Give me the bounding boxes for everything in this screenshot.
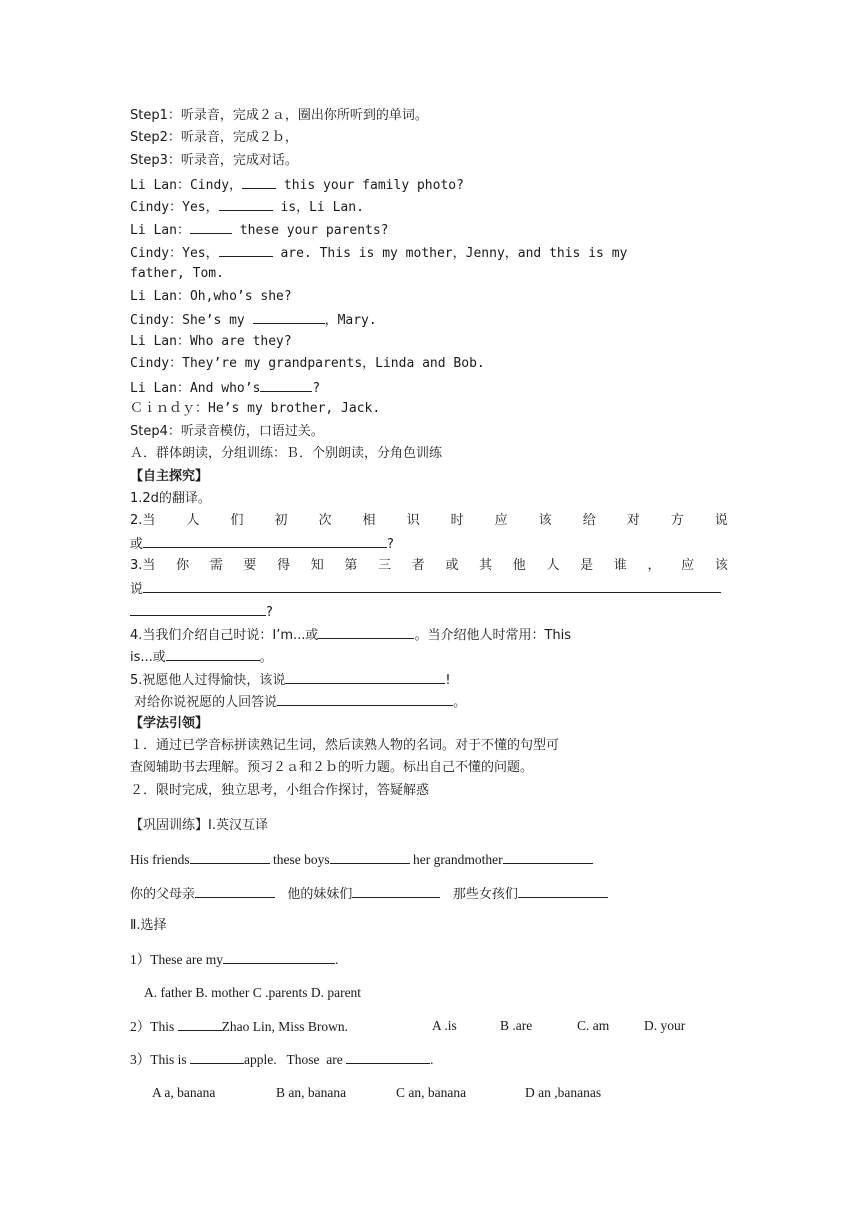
blank[interactable]	[223, 951, 335, 964]
blank[interactable]	[330, 851, 410, 864]
choice-q3-option-c: C an, banana	[396, 1085, 467, 1100]
explore-q4-cont: is...或 。	[130, 650, 273, 665]
choice-q2: 2）This Zhao Lin, Miss Brown.	[130, 1019, 349, 1034]
choice-q3-option-b: B an, banana	[276, 1085, 347, 1100]
step-1: Step1：听录音，完成２ａ，圈出你所听到的单词。	[130, 108, 428, 123]
dialogue-line-5: Li Lan：Oh,who’s she?	[130, 289, 292, 304]
choice-q1-options: A. father B. mother C .parents D. parent	[144, 985, 362, 1000]
practice-heading: 【巩固训练】Ⅰ.英汉互译	[130, 818, 268, 833]
choice-q2-option-d: D. your	[644, 1018, 686, 1033]
choice-q2-option-c: C. am	[577, 1018, 610, 1033]
blank[interactable]	[503, 851, 593, 864]
choice-q1: 1）These are my .	[130, 952, 339, 967]
training-mode: Ａ．群体朗读，分组训练：Ｂ．个别朗读，分角色训练	[130, 446, 443, 461]
dialogue-line-8: Cindy：They’re my grandparents，Linda and Bob.	[130, 356, 485, 371]
blank[interactable]	[219, 198, 273, 211]
explore-q2-answer: 或 ?	[130, 537, 394, 552]
blank[interactable]	[143, 535, 387, 548]
blank[interactable]	[277, 693, 453, 706]
blank[interactable]	[190, 851, 270, 864]
choice-heading: Ⅱ.选择	[130, 918, 167, 933]
step-2: Step2：听录音，完成２ｂ，	[130, 130, 298, 145]
blank[interactable]	[346, 1051, 430, 1064]
step-3: Step3：听录音，完成对话。	[130, 153, 298, 168]
choice-q2-option-a: A .is	[432, 1018, 457, 1033]
blank[interactable]	[130, 603, 266, 616]
blank[interactable]	[190, 1051, 244, 1064]
explore-q1: 1.2d的翻译。	[130, 491, 211, 506]
dialogue-line-3: Li Lan： these your parents?	[130, 223, 389, 238]
blank[interactable]	[143, 580, 721, 593]
translate-row-1: His friends these boys her grandmother	[130, 851, 593, 868]
method-p1: １．通过已学音标拼读熟记生词，然后读熟人物的名词。对于不懂的句型可	[130, 738, 560, 753]
explore-heading: 【自主探究】	[130, 469, 209, 484]
blank[interactable]	[219, 244, 273, 257]
choice-q3-option-a: A a, banana	[152, 1085, 216, 1100]
dialogue-line-4: Cindy：Yes， are. This is my mother，Jenny，and this is my	[130, 246, 628, 261]
blank[interactable]	[352, 885, 440, 898]
method-heading: 【学法引领】	[130, 716, 209, 731]
blank[interactable]	[242, 176, 276, 189]
blank[interactable]	[166, 648, 260, 661]
dialogue-line-6: Cindy：She’s my ，Mary.	[130, 313, 377, 328]
blank[interactable]	[195, 885, 275, 898]
dialogue-line-7: Li Lan：Who are they?	[130, 334, 292, 349]
explore-q5: 5.祝愿他人过得愉快，该说 !	[130, 673, 451, 688]
explore-q2: 2.当 人 们 初 次 相 识 时 应 该 给 对 方 说	[130, 513, 728, 528]
translate-row-2: 你的父母亲 他的妹妹们 那些女孩们	[130, 885, 608, 903]
dialogue-line-4-cont: father, Tom.	[130, 266, 224, 281]
dialogue-line-2: Cindy：Yes， is，Li Lan.	[130, 200, 364, 215]
blank[interactable]	[178, 1018, 222, 1031]
explore-q5-cont: 对给你说祝愿的人回答说 。	[134, 695, 467, 710]
blank[interactable]	[318, 626, 414, 639]
choice-q3: 3）This is apple. Those are .	[130, 1052, 434, 1067]
explore-q3: 3.当 你 需 要 得 知 第 三 者 或 其 他 人 是 谁 ， 应 该	[130, 558, 728, 573]
blank[interactable]	[190, 221, 232, 234]
explore-q4: 4.当我们介绍自己时说：I’m...或 。当介绍他人时常用：This	[130, 628, 572, 643]
choice-q3-option-d: D an ,bananas	[525, 1085, 602, 1100]
blank[interactable]	[518, 885, 608, 898]
explore-q3-line3: ?	[130, 603, 273, 621]
explore-q3-line2: 说	[130, 580, 721, 598]
method-p2: ２．限时完成，独立思考，小组合作探讨，答疑解惑	[130, 783, 430, 798]
dialogue-line-10: Ｃｉｎｄｙ：He’s my brother, Jack.	[130, 401, 381, 416]
dialogue-line-9: Li Lan：And who’s ?	[130, 381, 321, 396]
blank[interactable]	[253, 311, 325, 324]
step-4: Step4：听录音模仿，口语过关。	[130, 424, 324, 439]
dialogue-line-1: Li Lan：Cindy， this your family photo?	[130, 178, 464, 193]
choice-q2-option-b: B .are	[500, 1018, 533, 1033]
method-p1-cont: 查阅辅助书去理解。预习２ａ和２ｂ的听力题。标出自己不懂的问题。	[130, 760, 534, 775]
blank[interactable]	[285, 671, 445, 684]
blank[interactable]	[260, 379, 312, 392]
